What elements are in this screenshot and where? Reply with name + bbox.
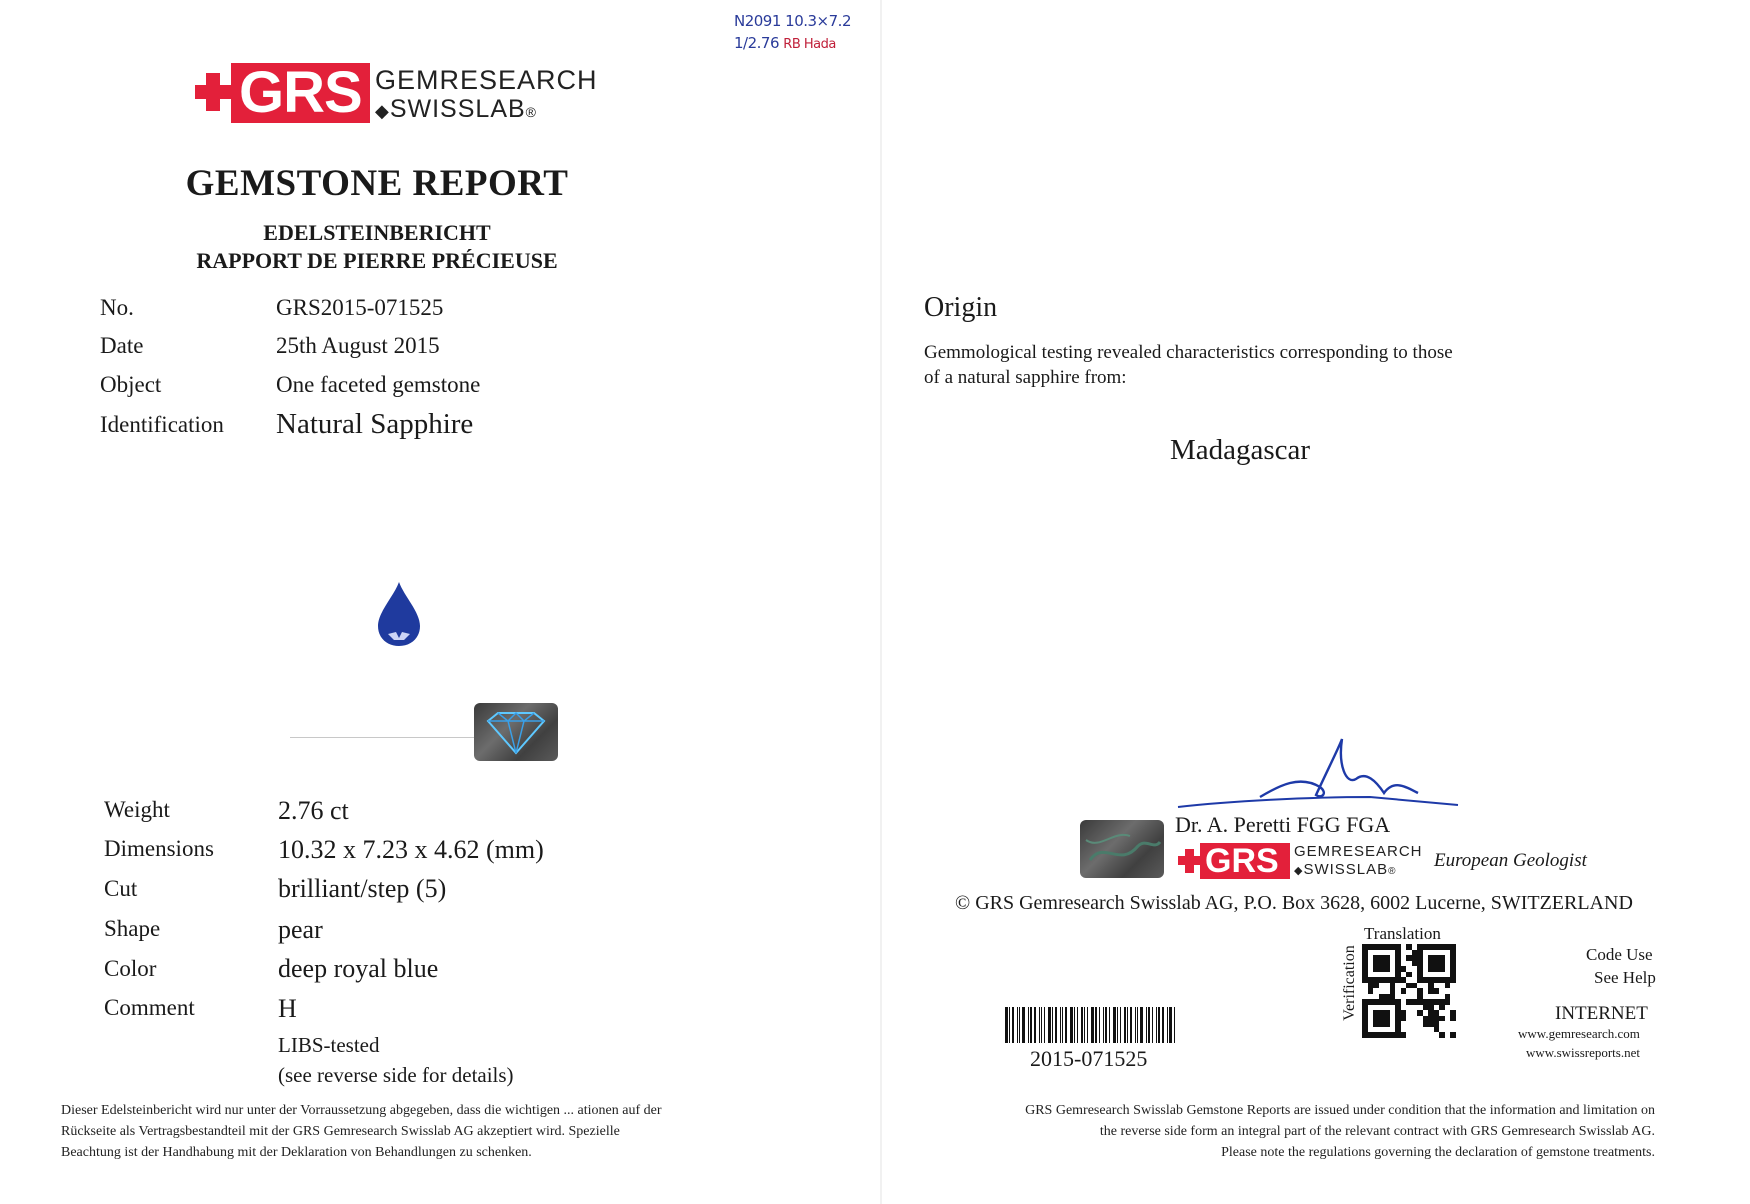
logo-line-2: SWISSLAB (389, 95, 526, 123)
property-label: Dimensions (104, 836, 214, 861)
handwritten-line-1: N2091 10.3×7.2 (734, 12, 851, 30)
signatory-role: European Geologist (1434, 850, 1587, 871)
hologram-pattern-icon (1080, 820, 1164, 878)
report-title: GEMSTONE REPORT (185, 163, 569, 204)
signature-image (1170, 735, 1470, 815)
report-subtitle-de: EDELSTEINBERICHT (263, 220, 491, 245)
property-value: 2.76 ct (278, 796, 349, 825)
details-value: GRS2015-071525 (276, 295, 444, 320)
details-value: 25th August 2015 (276, 333, 440, 358)
origin-country: Madagascar (1170, 434, 1311, 466)
registered-mark: ® (525, 104, 537, 120)
registered-mark-small: ® (1388, 866, 1397, 877)
report-barcode (1005, 1007, 1193, 1043)
swiss-cross-icon-small (1170, 843, 1200, 879)
website-link-2[interactable]: www.swissreports.net (1526, 1045, 1640, 1060)
footer-en-line-1: GRS Gemresearch Swisslab Gemstone Reports are issued under condition that the information and limitation on (1025, 1103, 1655, 1118)
origin-text-line-1: Gemmological testing revealed characteristics corresponding to those (924, 342, 1453, 363)
swiss-cross-icon (181, 63, 231, 123)
qr-code[interactable] (1362, 944, 1456, 1038)
signatory-name: Dr. A. Peretti FGG FGA (1175, 812, 1391, 837)
hologram-seal (474, 703, 558, 761)
origin-text-line-2: of a natural sapphire from: (924, 367, 1127, 388)
footer-en (905, 1100, 1655, 1163)
property-label: Shape (104, 916, 161, 941)
property-label: Weight (104, 797, 170, 822)
grs-logo-mark-small (1170, 843, 1290, 879)
property-value: 10.32 x 7.23 x 4.62 (mm) (278, 835, 544, 864)
details-label: Date (100, 333, 144, 358)
handwritten-initials: RB Hada (783, 37, 836, 52)
handwritten-line-2: 1/2.76 (734, 34, 779, 52)
footer-en-line-2: the reverse side form an integral part of the relevant contract with GRS Gemresearch Swisslab AG. (1099, 1124, 1655, 1139)
footer-en-line-3: Please note the regulations governing the declaration of gemstone treatments. (1221, 1145, 1655, 1160)
hologram-seal-small (1080, 820, 1164, 878)
diamond-icon-small: ◆ (1294, 865, 1304, 877)
property-label: Cut (104, 876, 138, 901)
grs-letters: GRS (239, 60, 362, 125)
property-label: Comment (104, 995, 195, 1020)
logo-line-2-wrap (375, 95, 537, 124)
property-value: H (278, 994, 297, 1023)
logo-line-1: GEMRESEARCH (375, 65, 598, 95)
property-value: brilliant/step (5) (278, 874, 447, 903)
logo-small-line-2-wrap (1294, 861, 1397, 878)
see-help-label: See Help (1594, 968, 1656, 987)
details-label: Object (100, 372, 162, 397)
gemstone-photo (374, 580, 424, 650)
property-value: pear (278, 915, 323, 944)
page-fold (880, 0, 882, 1204)
grs-logo (181, 60, 598, 125)
details-value: One faceted gemstone (276, 372, 481, 397)
translation-label: Translation (1364, 924, 1441, 943)
grs-logo-small (1170, 842, 1423, 880)
website-link-1[interactable]: www.gemresearch.com (1518, 1026, 1640, 1041)
comment-line-1: LIBS-tested (278, 1033, 380, 1057)
origin-text (924, 340, 1453, 390)
footer-de-line-1: Dieser Edelsteinbericht wird nur unter der Vorraussetzung abgegeben, dass die wichtigen ... ationen auf der (61, 1103, 662, 1118)
details-label: Identification (100, 412, 224, 437)
code-use-label: Code Use (1586, 945, 1653, 964)
property-value: deep royal blue (278, 954, 439, 983)
identification-value: Natural Sapphire (276, 408, 474, 440)
logo-small-line-1: GEMRESEARCH (1294, 843, 1423, 860)
comment-line-2: (see reverse side for details) (278, 1063, 514, 1087)
footer-de-line-2: Rückseite als Vertragsbestandteil mit der GRS Gemresearch Swisslab AG akzeptiert wird. Spezielle (61, 1124, 620, 1139)
diamond-icon: ◆ (375, 101, 390, 121)
verification-label: Verification (1341, 945, 1358, 1021)
origin-heading: Origin (924, 292, 998, 323)
footer-de (61, 1100, 801, 1163)
barcode-number: 2015-071525 (1030, 1046, 1148, 1071)
footer-de-line-3: Beachtung ist der Handhabung mit der Deklaration von Behandlungen zu schenken. (61, 1145, 532, 1160)
handwritten-note (734, 10, 874, 56)
grs-logo-mark (181, 60, 370, 125)
details-label: No. (100, 295, 134, 320)
property-label: Color (104, 956, 157, 981)
logo-small-line-2: SWISSLAB (1303, 861, 1389, 878)
internet-label: INTERNET (1555, 1003, 1648, 1024)
hologram-trace (290, 737, 474, 738)
diamond-hologram-icon (474, 703, 558, 761)
copyright-line: © GRS Gemresearch Swisslab AG, P.O. Box 3628, 6002 Lucerne, SWITZERLAND (955, 892, 1633, 914)
report-subtitle-fr: RAPPORT DE PIERRE PRÉCIEUSE (196, 248, 558, 273)
grs-letters-small: GRS (1205, 842, 1279, 880)
